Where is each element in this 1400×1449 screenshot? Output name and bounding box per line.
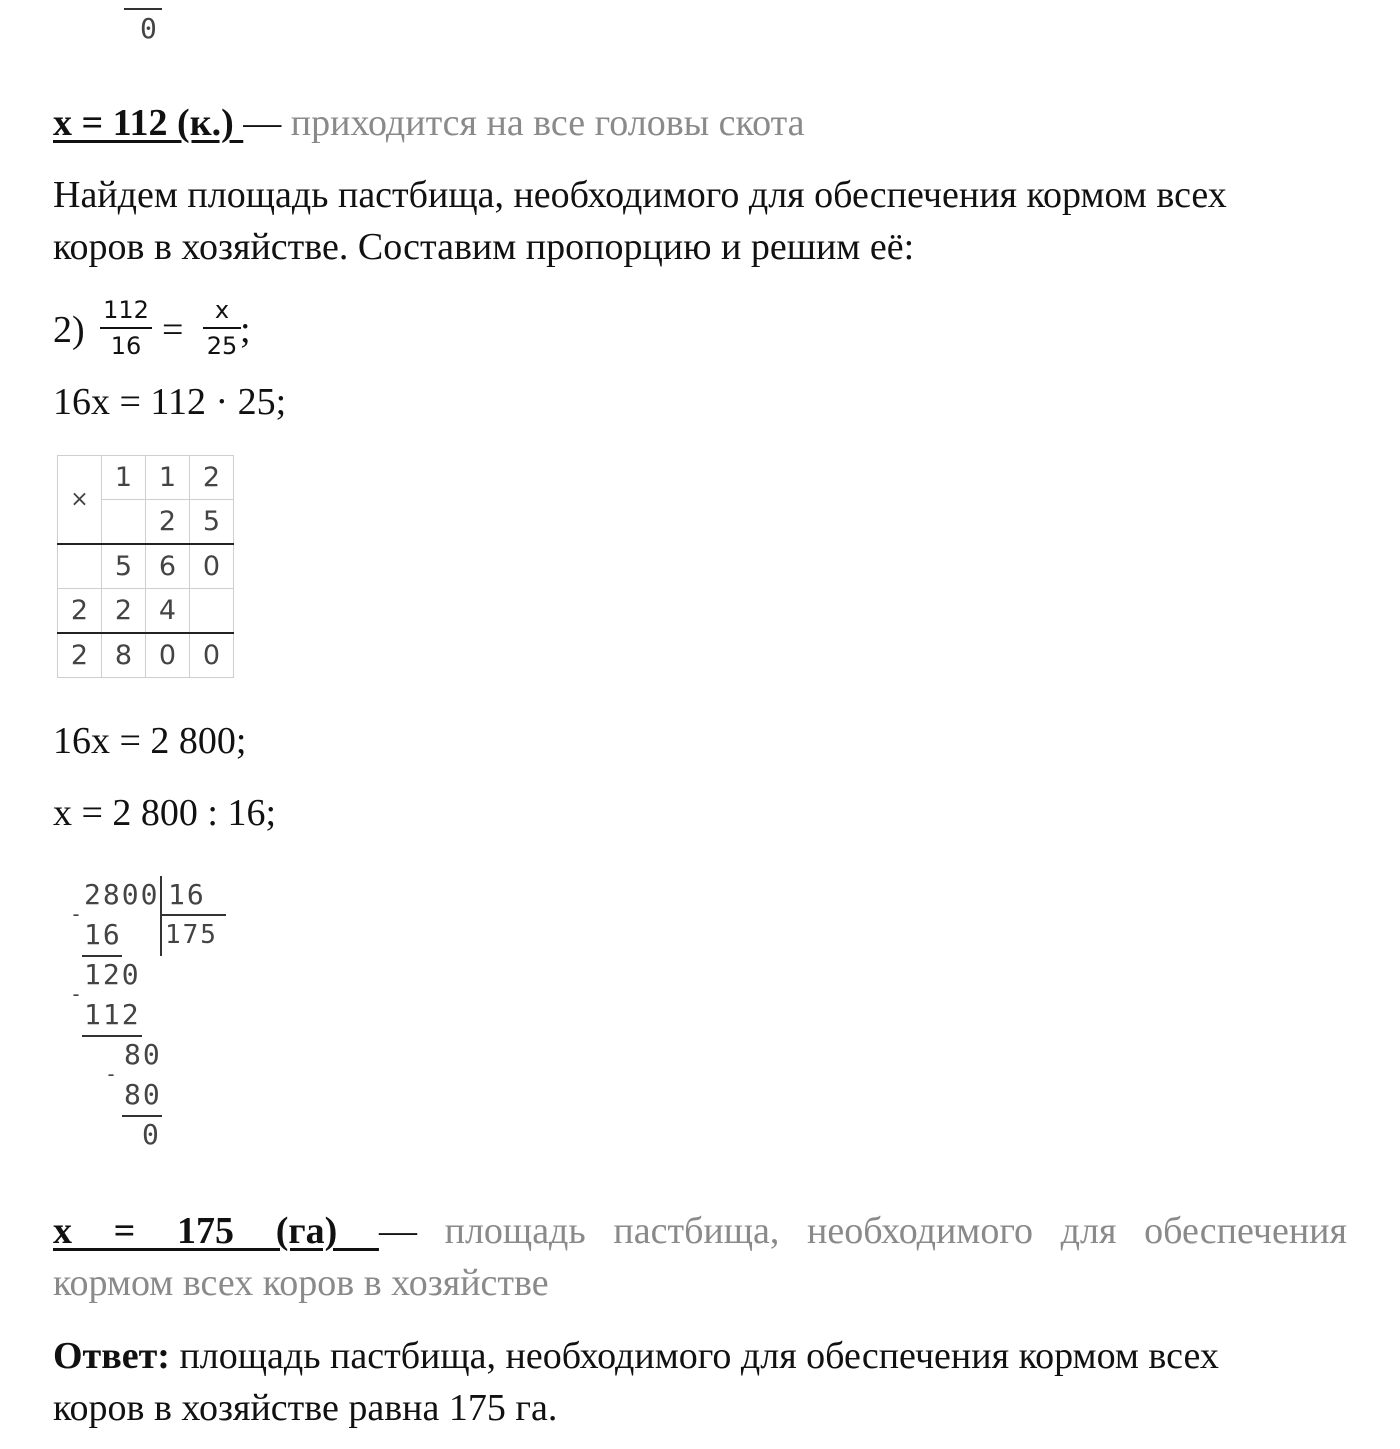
result-1 [53, 104, 805, 142]
division-bar [160, 876, 162, 956]
grid-cell [190, 589, 234, 634]
minus-sign-1: - [70, 902, 85, 926]
subtrahend-3: 80 [124, 1078, 162, 1111]
equation-3: x = 2 800 : 16; [53, 792, 277, 834]
result-1-dash: — [243, 102, 282, 144]
grid-cell: 2 [58, 633, 102, 678]
fraction-right [203, 296, 241, 360]
grid-row [58, 633, 234, 678]
result-2-line-2: кормом всех коров в хозяйстве [53, 1262, 549, 1304]
grid-cell: 5 [102, 544, 146, 589]
dividend: 2800 [84, 878, 160, 911]
grid-cell: 0 [190, 544, 234, 589]
grid-cell: 1 [146, 456, 190, 500]
fraction-right-bar [203, 327, 241, 329]
proportion-end: ; [240, 309, 251, 351]
fraction-right-denominator: 25 [206, 332, 238, 360]
step-line-2 [82, 1035, 142, 1037]
grid-row [58, 544, 234, 589]
grid-cell: 1 [102, 456, 146, 500]
equation-1: 16x = 112 · 25; [53, 381, 287, 423]
quotient-line [161, 914, 226, 916]
fraction-left-bar [100, 327, 152, 329]
fraction-left [100, 296, 152, 360]
fraction-left-numerator: 112 [103, 296, 149, 324]
fraction-left-denominator: 16 [110, 332, 142, 360]
grid-row [58, 456, 234, 500]
grid-cell: 2 [102, 589, 146, 634]
step-line-3 [122, 1115, 162, 1117]
quotient: 175 [165, 920, 218, 950]
remainder: 0 [142, 1118, 161, 1151]
grid-row [58, 589, 234, 634]
grid-cell: 8 [102, 633, 146, 678]
grid-cell [102, 500, 146, 545]
fraction-right-numerator: x [214, 296, 230, 324]
grid-cell: 2 [58, 589, 102, 634]
top-remainder: 0 [140, 12, 159, 45]
result-2-desc-1: площадь пастбища, необходимого для обеспечения [416, 1210, 1348, 1252]
result-1-value: x = 112 (к.) [53, 102, 244, 144]
partial-2: 80 [124, 1038, 162, 1071]
minus-sign-2: - [70, 982, 85, 1006]
multiply-sign: × [58, 456, 102, 545]
top-division-line [124, 8, 162, 10]
grid-cell: 6 [146, 544, 190, 589]
grid-cell: 0 [146, 633, 190, 678]
equation-2: 16x = 2 800; [53, 720, 247, 762]
paragraph-line-1: Найдем площадь пастбища, необходимого для обеспечения кормом всех [53, 174, 1227, 216]
paragraph-line-2: коров в хозяйстве. Составим пропорцию и решим её: [53, 226, 915, 268]
subtrahend-1: 16 [84, 918, 122, 951]
result-2-value: x = 175 (га) [53, 1210, 379, 1252]
proportion-equals: = [162, 309, 184, 351]
subtrahend-2: 112 [84, 998, 141, 1031]
grid-cell [58, 544, 102, 589]
multiplication-grid [57, 455, 234, 678]
answer-line-1 [53, 1337, 1219, 1375]
step-line-1 [82, 955, 122, 957]
step-2-prefix: 2) [53, 309, 85, 351]
answer-label: Ответ: [53, 1335, 170, 1377]
grid-cell: 4 [146, 589, 190, 634]
answer-text-1: площадь пастбища, необходимого для обеспечения кормом всех [169, 1335, 1219, 1377]
partial-1: 120 [84, 958, 141, 991]
result-1-desc: приходится на все головы скота [281, 102, 805, 144]
divisor: 16 [168, 878, 206, 911]
grid-cell: 2 [190, 456, 234, 500]
grid-cell: 5 [190, 500, 234, 545]
minus-sign-3: - [105, 1062, 120, 1086]
grid-cell: 0 [190, 633, 234, 678]
grid-cell: 2 [146, 500, 190, 545]
result-2-dash: — [378, 1210, 417, 1252]
answer-line-2: коров в хозяйстве равна 175 га. [53, 1387, 558, 1429]
result-2-line-1 [53, 1212, 1347, 1250]
